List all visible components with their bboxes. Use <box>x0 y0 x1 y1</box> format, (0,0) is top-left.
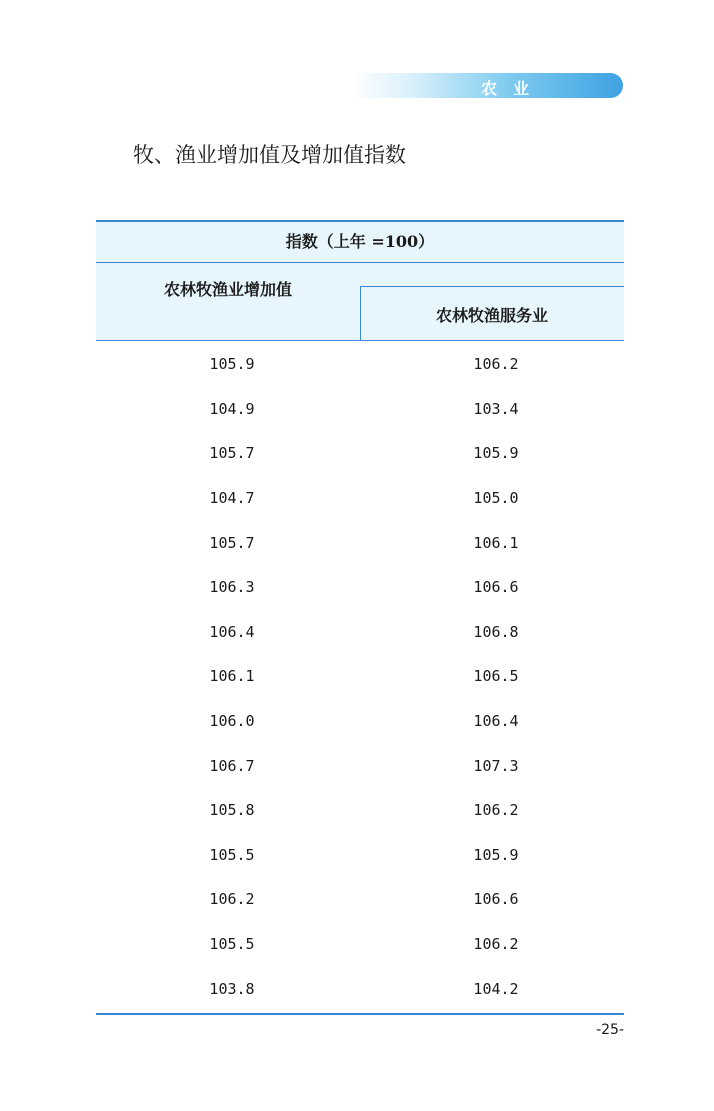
table-bottom-rule <box>96 1013 624 1015</box>
cell-agri-value-added: 103.8 <box>209 979 255 998</box>
table-row <box>96 520 624 565</box>
table-row <box>96 833 624 878</box>
table-row <box>96 699 624 744</box>
table-row <box>96 342 624 387</box>
column-header-agri-value-added: 农林牧渔业增加值 <box>163 280 292 299</box>
cell-services: 106.2 <box>473 355 519 374</box>
cell-services: 103.4 <box>473 399 519 418</box>
cell-agri-value-added: 104.7 <box>209 489 255 508</box>
table-row <box>96 788 624 833</box>
cell-agri-value-added: 106.1 <box>209 667 255 686</box>
cell-services: 107.3 <box>473 756 519 775</box>
cell-services: 106.4 <box>473 712 519 731</box>
table-row <box>96 387 624 432</box>
cell-agri-value-added: 105.7 <box>209 533 255 552</box>
column-header-services: 农林牧渔服务业 <box>435 306 548 325</box>
index-table <box>96 220 624 1015</box>
cell-agri-value-added: 105.8 <box>209 801 255 820</box>
table-row <box>96 654 624 699</box>
cell-services: 104.2 <box>473 979 519 998</box>
cell-agri-value-added: 106.0 <box>209 712 255 731</box>
table-row <box>96 922 624 967</box>
cell-services: 105.9 <box>473 845 519 864</box>
table-row <box>96 565 624 610</box>
table-row <box>96 610 624 655</box>
cell-agri-value-added: 105.7 <box>209 444 255 463</box>
section-tab <box>352 73 623 98</box>
table-row <box>96 476 624 521</box>
cell-agri-value-added: 106.4 <box>209 622 255 641</box>
cell-agri-value-added: 105.9 <box>209 355 255 374</box>
cell-services: 106.2 <box>473 801 519 820</box>
cell-services: 105.0 <box>473 489 519 508</box>
cell-services: 106.6 <box>473 890 519 909</box>
table-row <box>96 966 624 1011</box>
page-title: 牧、渔业增加值及增加值指数 <box>133 143 406 167</box>
cell-services: 106.1 <box>473 533 519 552</box>
cell-services: 106.2 <box>473 935 519 954</box>
page-number: -25- <box>596 1022 624 1038</box>
table-column-headers <box>96 263 624 340</box>
cell-agri-value-added: 105.5 <box>209 935 255 954</box>
cell-services: 106.8 <box>473 622 519 641</box>
table-row <box>96 877 624 922</box>
cell-services: 105.9 <box>473 444 519 463</box>
cell-agri-value-added: 106.2 <box>209 890 255 909</box>
cell-agri-value-added: 106.7 <box>209 756 255 775</box>
cell-services: 106.6 <box>473 578 519 597</box>
table-row <box>96 431 624 476</box>
cell-agri-value-added: 105.5 <box>209 845 255 864</box>
cell-services: 106.5 <box>473 667 519 686</box>
table-row <box>96 743 624 788</box>
cell-agri-value-added: 106.3 <box>209 578 255 597</box>
section-label: 农业 <box>481 79 546 98</box>
table-group-header: 指数（上年 =100） <box>96 222 624 262</box>
table-body <box>96 341 624 1011</box>
cell-agri-value-added: 104.9 <box>209 399 255 418</box>
